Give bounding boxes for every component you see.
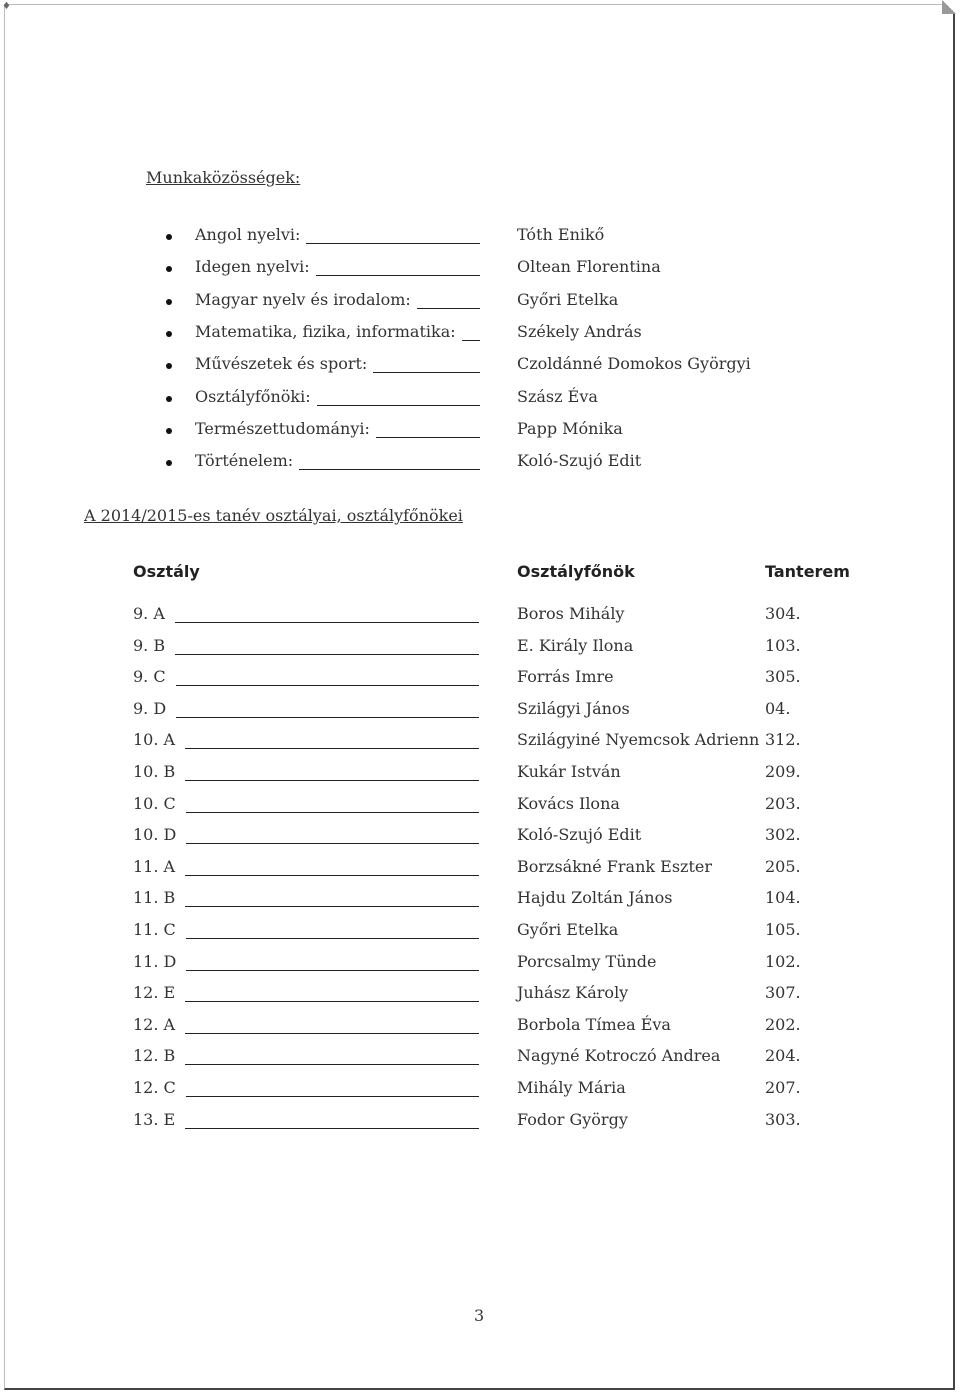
class-name: 11. C (133, 920, 176, 939)
fill-line (175, 654, 479, 655)
bullet-icon (166, 234, 172, 240)
work-group-item (166, 322, 866, 346)
fill-line (373, 372, 480, 373)
class-room: 307. (765, 983, 801, 1003)
class-teacher: Borzsákné Frank Eszter (517, 856, 713, 876)
work-group-leader: Papp Mónika (517, 418, 623, 438)
class-row (133, 762, 833, 786)
fill-line (186, 812, 479, 813)
work-group-label: Természettudományi: (195, 418, 370, 438)
fill-line (185, 1128, 479, 1129)
corner-marker-icon: ♦ (2, 1, 11, 12)
work-group-item (166, 225, 866, 249)
class-room: 104. (765, 888, 801, 908)
fill-line (185, 1001, 479, 1002)
class-name: 12. E (133, 983, 176, 1003)
class-room: 305. (765, 667, 801, 687)
fill-line (186, 1096, 479, 1097)
class-name: 9. C (133, 667, 166, 687)
bullet-icon (166, 363, 172, 369)
class-name: 9. A (133, 604, 165, 623)
fill-line (376, 437, 480, 438)
class-row (133, 730, 833, 754)
work-group-label: Osztályfőnöki: (195, 386, 311, 406)
class-room: 102. (765, 951, 801, 971)
class-room: 312. (765, 730, 801, 750)
work-group-label: Művészetek és sport: (195, 354, 368, 374)
work-group-item (166, 257, 866, 281)
class-room: 04. (765, 698, 791, 718)
class-room: 302. (765, 825, 801, 845)
class-name: 12. A (133, 1014, 176, 1034)
class-row (133, 857, 833, 881)
class-room: 105. (765, 920, 801, 939)
class-teacher: Fodor György (517, 1109, 628, 1129)
bullet-icon (166, 266, 172, 272)
class-teacher: Koló-Szujó Edit (517, 825, 642, 845)
page-curl-icon (942, 0, 956, 14)
class-name: 10. D (133, 825, 177, 845)
class-name: 12. C (133, 1078, 176, 1097)
class-row (133, 636, 833, 660)
work-group-item (166, 387, 866, 411)
class-teacher: Borbola Tímea Éva (517, 1014, 671, 1034)
class-row (133, 1078, 833, 1102)
class-name: 12. B (133, 1046, 176, 1066)
bullet-icon (166, 299, 172, 305)
fill-line (185, 748, 479, 749)
class-room: 205. (765, 856, 801, 876)
work-group-item (166, 354, 866, 378)
column-header-room: Tanterem (765, 562, 850, 581)
class-teacher: Győri Etelka (517, 920, 619, 939)
fill-line (306, 243, 480, 244)
work-group-leader: Koló-Szujó Edit (517, 451, 642, 471)
class-row (133, 699, 833, 723)
fill-line (185, 875, 479, 876)
fill-line (185, 906, 479, 907)
column-header-class: Osztály (133, 562, 200, 581)
class-room: 202. (765, 1014, 801, 1034)
work-group-label: Idegen nyelvi: (195, 257, 310, 277)
work-group-item (166, 290, 866, 314)
work-group-label: Magyar nyelv és irodalom: (195, 289, 411, 309)
class-name: 11. B (133, 888, 176, 908)
class-row (133, 983, 833, 1007)
class-room: 304. (765, 604, 801, 623)
work-group-label: Matematika, fizika, informatika: (195, 321, 456, 341)
bullet-icon (166, 331, 172, 337)
fill-line (317, 405, 480, 406)
page-number: 3 (474, 1306, 485, 1325)
class-row (133, 952, 833, 976)
fill-line (185, 1033, 479, 1034)
class-row (133, 794, 833, 818)
class-teacher: Nagyné Kotroczó Andrea (517, 1046, 721, 1066)
class-row (133, 667, 833, 691)
work-group-leader: Székely András (517, 321, 642, 341)
work-group-label: Angol nyelvi: (195, 225, 301, 244)
class-teacher: Szilágyiné Nyemcsok Adrienn (517, 730, 760, 750)
class-name: 11. A (133, 856, 176, 876)
fill-line (462, 340, 480, 341)
fill-line (417, 308, 480, 309)
class-name: 11. D (133, 951, 177, 971)
class-teacher: Porcsalmy Tünde (517, 951, 657, 971)
class-teacher: Szilágyi János (517, 698, 630, 718)
class-teacher: Kovács Ilona (517, 793, 620, 813)
class-row (133, 604, 833, 628)
class-room: 103. (765, 635, 801, 655)
fill-line (185, 780, 479, 781)
fill-line (186, 970, 479, 971)
class-room: 207. (765, 1078, 801, 1097)
class-row (133, 1110, 833, 1134)
work-group-leader: Oltean Florentina (517, 257, 661, 277)
class-name: 10. A (133, 730, 176, 750)
class-teacher: Mihály Mária (517, 1078, 626, 1097)
fill-line (316, 275, 480, 276)
fill-line (186, 843, 479, 844)
class-row (133, 1046, 833, 1070)
class-room: 209. (765, 762, 801, 781)
fill-line (176, 717, 479, 718)
bullet-icon (166, 428, 172, 434)
class-teacher: Hajdu Zoltán János (517, 888, 673, 908)
class-teacher: Juhász Károly (517, 983, 629, 1003)
class-teacher: Kukár István (517, 762, 621, 781)
class-row (133, 920, 833, 944)
class-teacher: Boros Mihály (517, 604, 625, 623)
fill-line (299, 469, 480, 470)
class-name: 10. C (133, 793, 176, 813)
work-group-item (166, 451, 866, 475)
work-group-leader: Győri Etelka (517, 289, 619, 309)
class-row (133, 888, 833, 912)
fill-line (176, 685, 479, 686)
fill-line (175, 622, 479, 623)
work-group-label: Történelem: (195, 451, 294, 471)
class-name: 9. D (133, 698, 167, 718)
page-border (4, 4, 955, 1390)
work-group-leader: Czoldánné Domokos Györgyi (517, 354, 751, 374)
class-room: 203. (765, 793, 801, 813)
work-group-leader: Tóth Enikő (517, 225, 605, 244)
classes-heading: A 2014/2015-es tanév osztályai, osztályfőnökei (84, 506, 463, 525)
fill-line (186, 938, 479, 939)
work-group-item (166, 419, 866, 443)
class-teacher: Forrás Imre (517, 667, 614, 687)
bullet-icon (166, 460, 172, 466)
column-header-teacher: Osztályfőnök (517, 562, 635, 581)
class-room: 303. (765, 1109, 801, 1129)
class-name: 10. B (133, 762, 176, 781)
bullet-icon (166, 396, 172, 402)
class-name: 13. E (133, 1109, 176, 1129)
class-row (133, 825, 833, 849)
class-row (133, 1015, 833, 1039)
class-room: 204. (765, 1046, 801, 1066)
work-groups-heading: Munkaközösségek: (146, 168, 301, 187)
class-teacher: E. Király Ilona (517, 635, 634, 655)
fill-line (185, 1064, 479, 1065)
class-name: 9. B (133, 635, 166, 655)
work-group-leader: Szász Éva (517, 386, 598, 406)
